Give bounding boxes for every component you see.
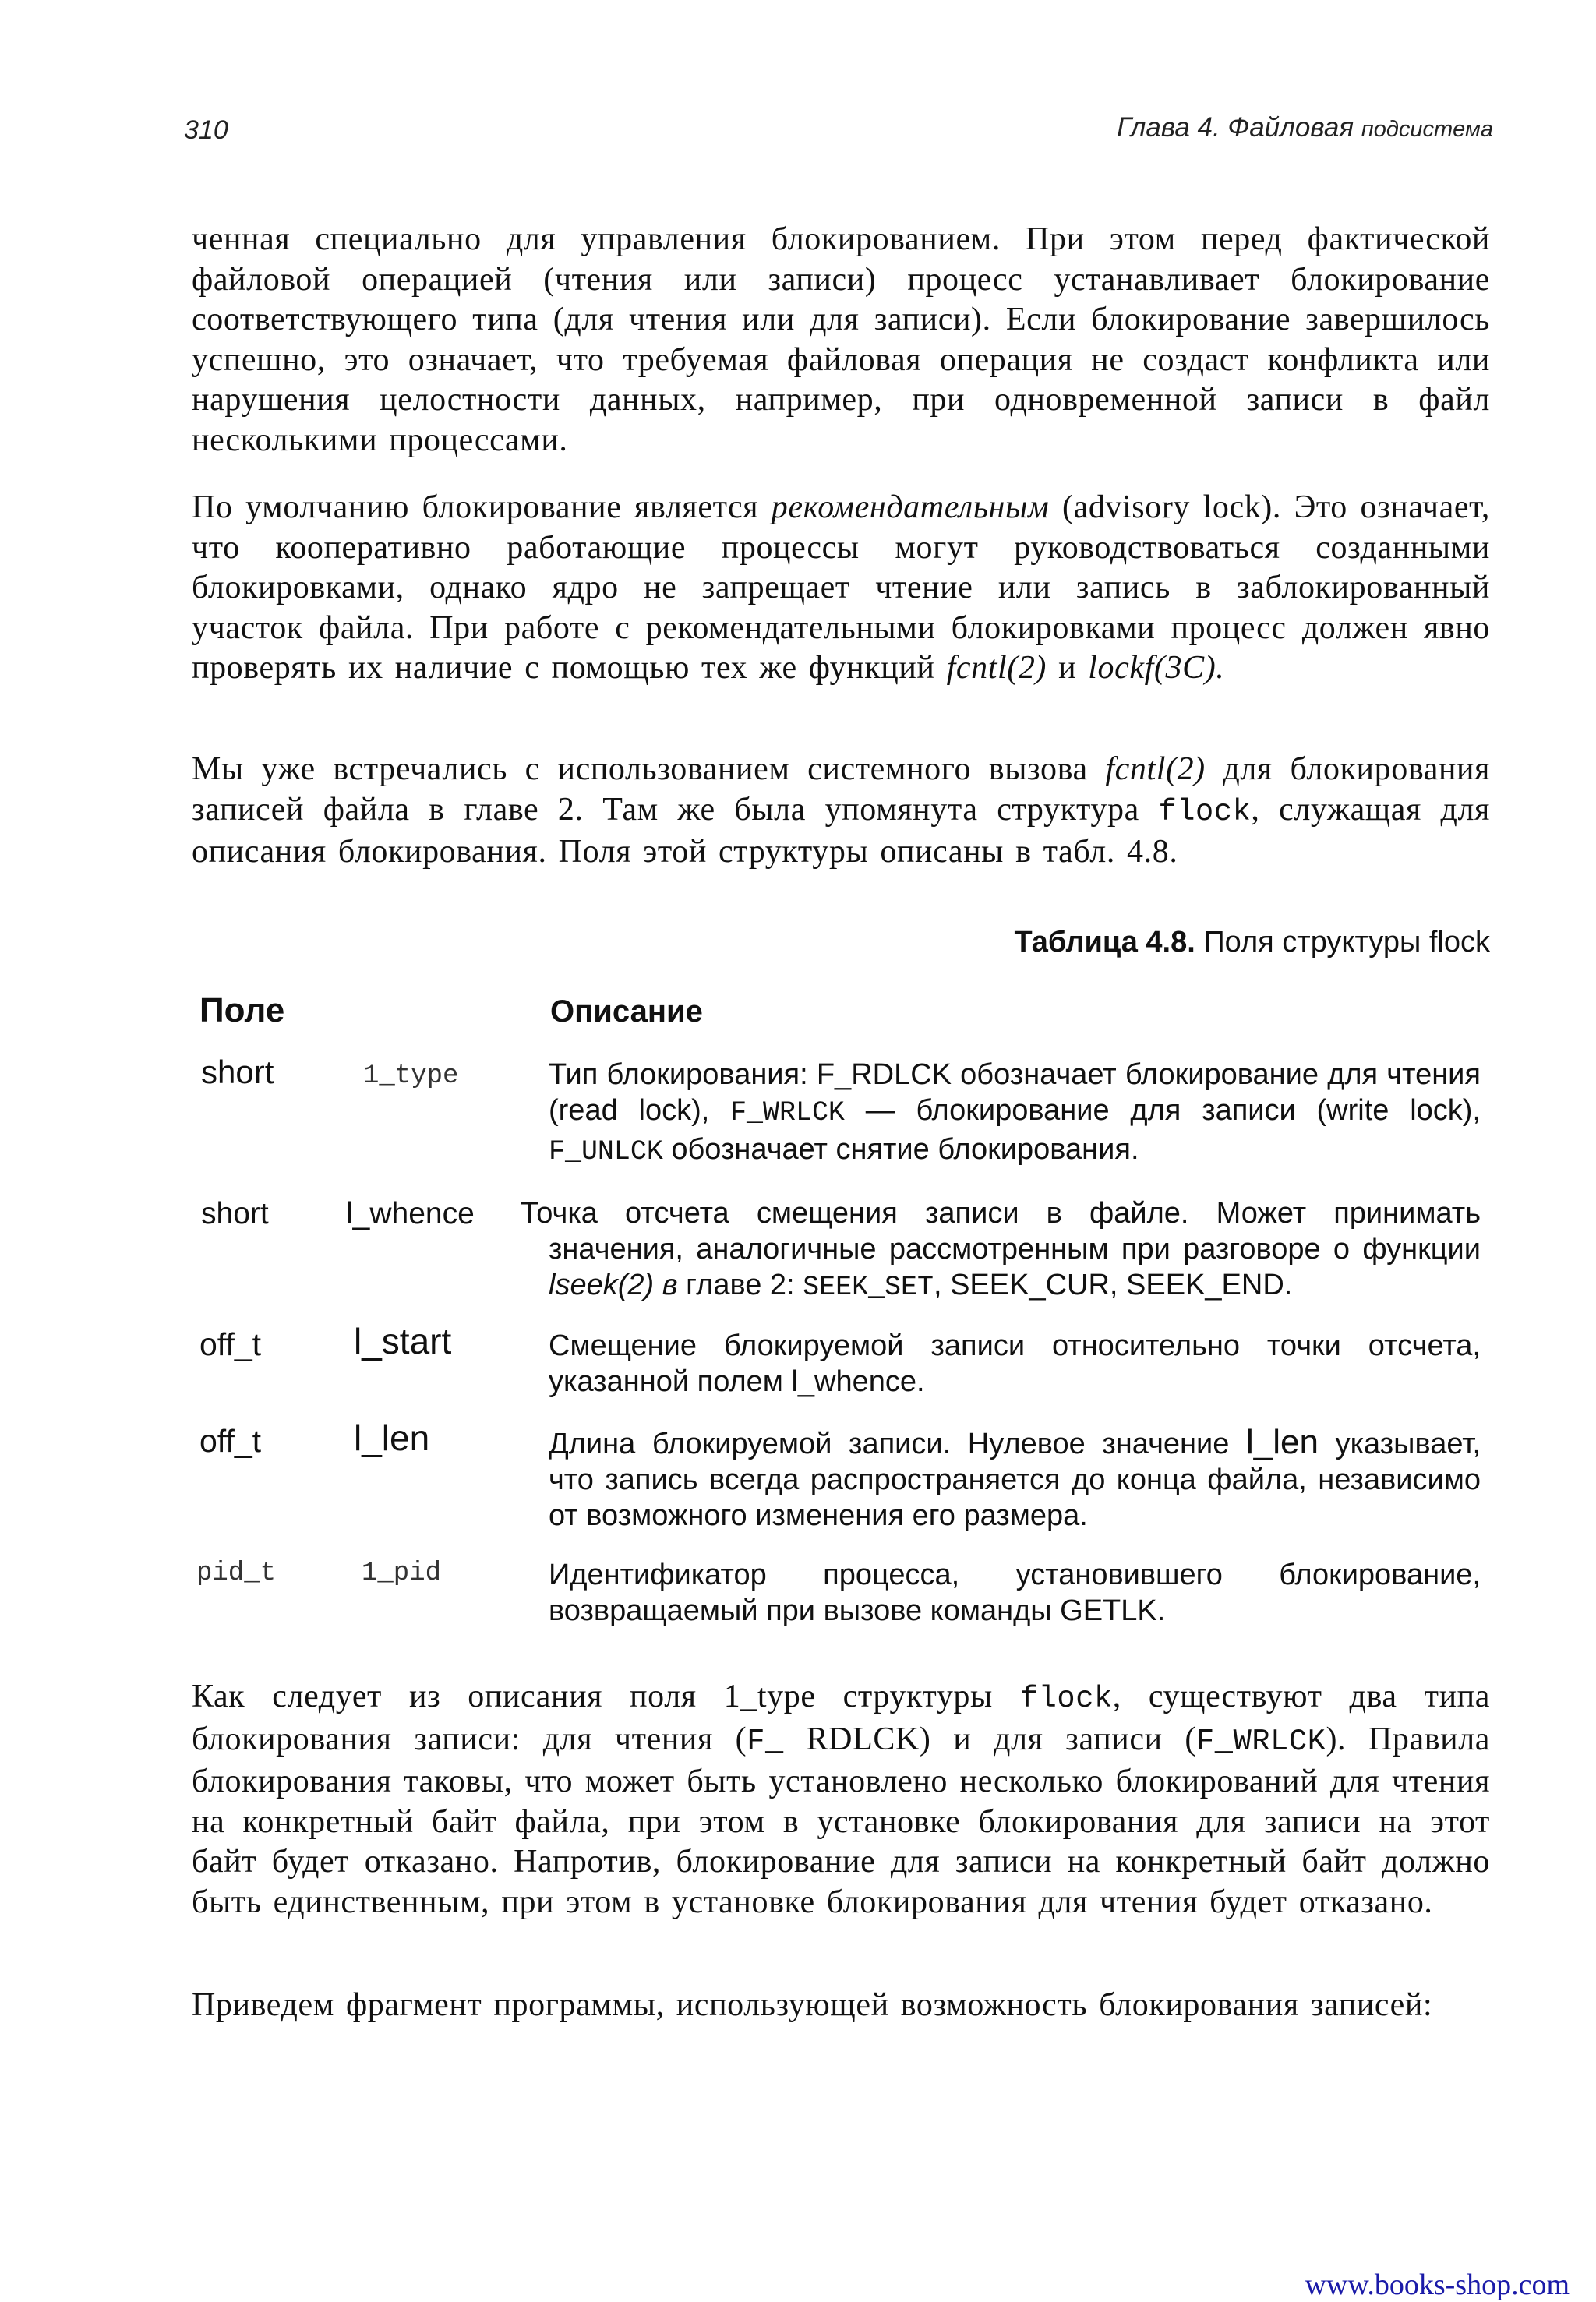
p3-text-c: , служащая для описания блокирования. Поля этой структуры описаны в табл. 4.8. [192,791,1490,870]
chapter-title-small: подсистема [1361,117,1493,142]
watermark-link[interactable]: www.books-shop.com [1305,2268,1570,2301]
paragraph-2 [192,488,1490,689]
row1-desc-c: обозначает снятие блокирования. [662,1133,1139,1166]
p4-flock-code: flock [1019,1682,1113,1716]
table-row-3-type: off_t [200,1326,262,1362]
row2-desc-a: Точка отсчета смещения записи в файле. Может принимать значения, аналогичные рассмотренным при разговоре о функции [521,1197,1481,1266]
row2-desc-b: главе 2: [677,1269,803,1301]
table-row-1-name: 1_type [363,1061,459,1091]
table-caption [1014,926,1490,959]
p3-text-b: для блокирования записей файла в главе 2. Там же была упомянута структура [192,751,1491,828]
table-row-5-type: pid_t [196,1559,277,1588]
p3-flock-code: flock [1158,794,1252,829]
row1-desc-a: Тип блокирования: F_RDLCK обозначает блокирование для чтения (read lock), [549,1058,1481,1127]
table-row-1-type: short [201,1054,274,1090]
paragraph-3 [192,750,1490,873]
table-row-4-description [549,1425,1481,1534]
row2-desc-c: , SEEK_CUR, SEEK_END. [933,1269,1293,1301]
paragraph-4 [192,1677,1490,1923]
p4-text-c: RDLCK) и для записи ( [783,1721,1197,1757]
page-number: 310 [184,115,228,145]
p2-lockf: lockf(3C). [1088,650,1225,687]
table-row-1-description [549,1057,1481,1170]
p4-text-a: Как следует из описания поля 1_type структуры [192,1679,1020,1714]
row2-lseek: lseek(2) [549,1269,655,1301]
row2-in: в [654,1269,678,1301]
table-row-3-description: Смещение блокируемой записи относительно точки отсчета, указанной полем l_whence. [549,1329,1481,1398]
table-row-2-name: l_whence [346,1197,475,1230]
p4-code-f: F_ [747,1724,784,1759]
table-row-5-description: Идентификатор процесса, установившего блокирование, возвращаемый при вызове команды GETLK. [549,1559,1481,1627]
chapter-title: Глава 4. Файловая [1117,112,1354,143]
table-row-4-type: off_t [200,1423,262,1459]
p4-code-wrlck: F_WRLCK [1196,1724,1326,1759]
table-row-2-type: short [201,1197,269,1230]
p2-text-b: (advisory lock). Это означает, что кооперативно работающие процессы могут руководствоваться созданными блокировками, однако ядро не запрещает чтение или запись в заблокированный участок файла. При работе с рекомендательными блокировками процесс должен явно проверять их наличие с помощью тех же функций [192,489,1490,687]
row2-code-seekset: SEEK_SET [803,1273,934,1303]
row4-llen: l_len [1245,1423,1319,1461]
table-row-2-description [521,1195,1481,1306]
table-caption-number: Таблица 4.8. [1014,926,1195,959]
row1-desc-b: — блокирование для записи (write lock), [844,1094,1481,1127]
running-header [1117,112,1493,143]
row1-code-wrlck: F_WRLCK [730,1098,845,1128]
table-row-4-name: l_len [354,1418,430,1458]
row1-code-unlck: F_UNLCK [549,1137,663,1167]
paragraph-5: Приведем фрагмент программы, использующей возможность блокирования записей: [192,1987,1433,2023]
row4-desc-a: Длина блокируемой записи. Нулевое значение [549,1428,1246,1460]
table-header-field: Поле [200,991,285,1029]
p4-text-b: , существуют два типа блокирования записи: для чтения ( [192,1679,1490,1757]
p2-emphasis: рекомендательным [771,489,1050,525]
table-caption-text: Поля структуры flock [1195,926,1490,959]
table-header-description: Описание [550,994,703,1029]
table-row-3-name: l_start [354,1321,452,1361]
p3-fcntl: fcntl(2) [1105,751,1206,787]
p2-text-c: и [1047,650,1089,687]
p3-text-a: Мы уже встречались с использованием системного вызова [192,751,1106,787]
p2-fcntl: fcntl(2) [946,650,1047,687]
paragraph-1: ченная специально для управления блокированием. При этом перед фактической файловой операцией (чтения или записи) процесс устанавливает блокирование соответствующего типа (для чтения или для записи). Если блокирование завершилось успешно, это означает, что требуемая файловая операция не создаст конфликта или нарушения целостности данных, например, при одновременной записи в файл несколькими процессами. [192,221,1490,458]
row4-desc-b: указывает, что запись всегда распространяется до конца файла, независимо от возможного изменения его размера. [549,1428,1481,1532]
p2-text-a: По умолчанию блокирование является [192,489,772,525]
p4-text-d: ). Правила блокирования таковы, что может быть установлено несколько блокирований для чтения на конкретный байт файла, при этом в установке блокирования для записи на этот байт будет отказано. Напротив, блокирование для записи на конкретный байт должно быть единственным, при этом в установке блокирования для чтения будет отказано. [192,1721,1490,1920]
table-row-5-name: 1_pid [362,1559,442,1588]
